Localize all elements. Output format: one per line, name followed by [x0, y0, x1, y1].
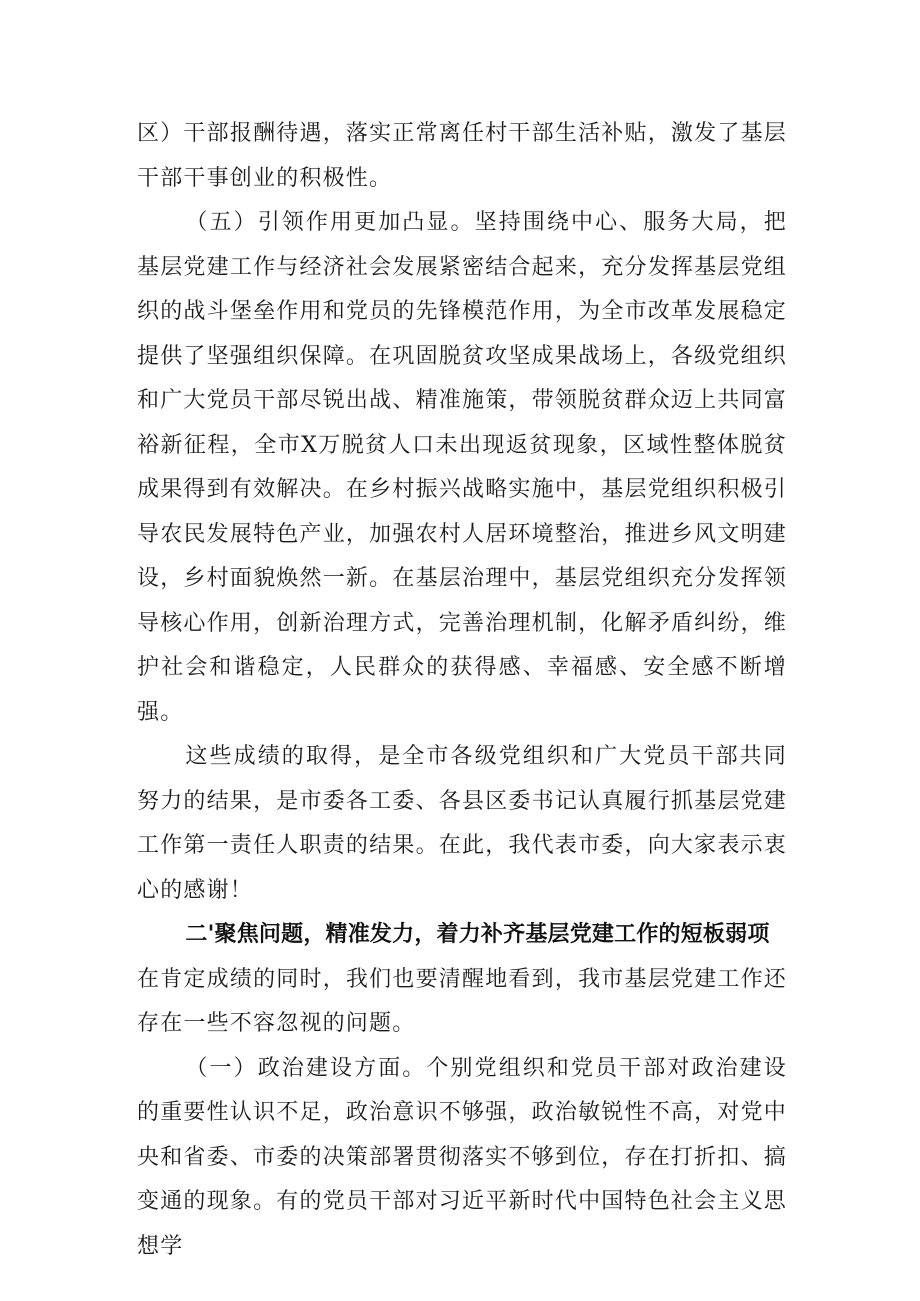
paragraph-leading-role: （五）引领作用更加凸显。坚持围绕中心、服务大局，把基层党建工作与经济社会发展紧密结合起来，充分发挥基层党组织的战斗堡垒作用和党员的先锋模范作用，为全市改革发展稳定提供了坚强组织保障。在巩固脱贫攻坚成果战场上，各级党组织和广大党员干部尽锐出战、精准施策，带领脱贫群众迈上共同富裕新征程，全市X万脱贫人口未出现返贫现象，区域性整体脱贫成果得到有效解决。在乡村振兴战略实施中，基层党组织积极引导农民发展特色产业，加强农村人居环境整治，推进乡风文明建设，乡村面貌焕然一新。在基层治理中，基层党组织充分发挥领导核心作用，创新治理方式，完善治理机制，化解矛盾纠纷，维护社会和谐稳定，人民群众的获得感、幸福感、安全感不断增强。 — [137, 210, 787, 725]
paragraph-problems-intro: 在肯定成绩的同时，我们也要清醒地看到，我市基层党建工作还存在一些不容忽视的问题。 — [137, 966, 787, 1036]
paragraph-political-construction: （一）政治建设方面。个别党组织和党员干部对政治建设的重要性认识不足，政治意识不够强，政治敏锐性不高，对党中央和省委、市委的决策部署贯彻落实不够到位，存在打折扣、搞变通的现象。有的党员干部对习近平新时代中国特色社会主义思想学 — [137, 1055, 787, 1259]
paragraph-continuation: 区）干部报酬待遇，落实正常离任村干部生活补贴，激发了基层干部干事创业的积极性。 — [137, 121, 787, 191]
document-body — [137, 112, 787, 1269]
section-heading: 二'聚焦问题，精准发力，着力补齐基层党建工作的短板弱项 — [185, 922, 770, 947]
paragraph-achievements-thanks: 这些成绩的取得，是全市各级党组织和广大党员干部共同努力的结果，是市委各工委、各县区委书记认真履行抓基层党建工作第一责任人职责的结果。在此，我代表市委，向大家表示衷心的感谢！ — [137, 744, 787, 903]
